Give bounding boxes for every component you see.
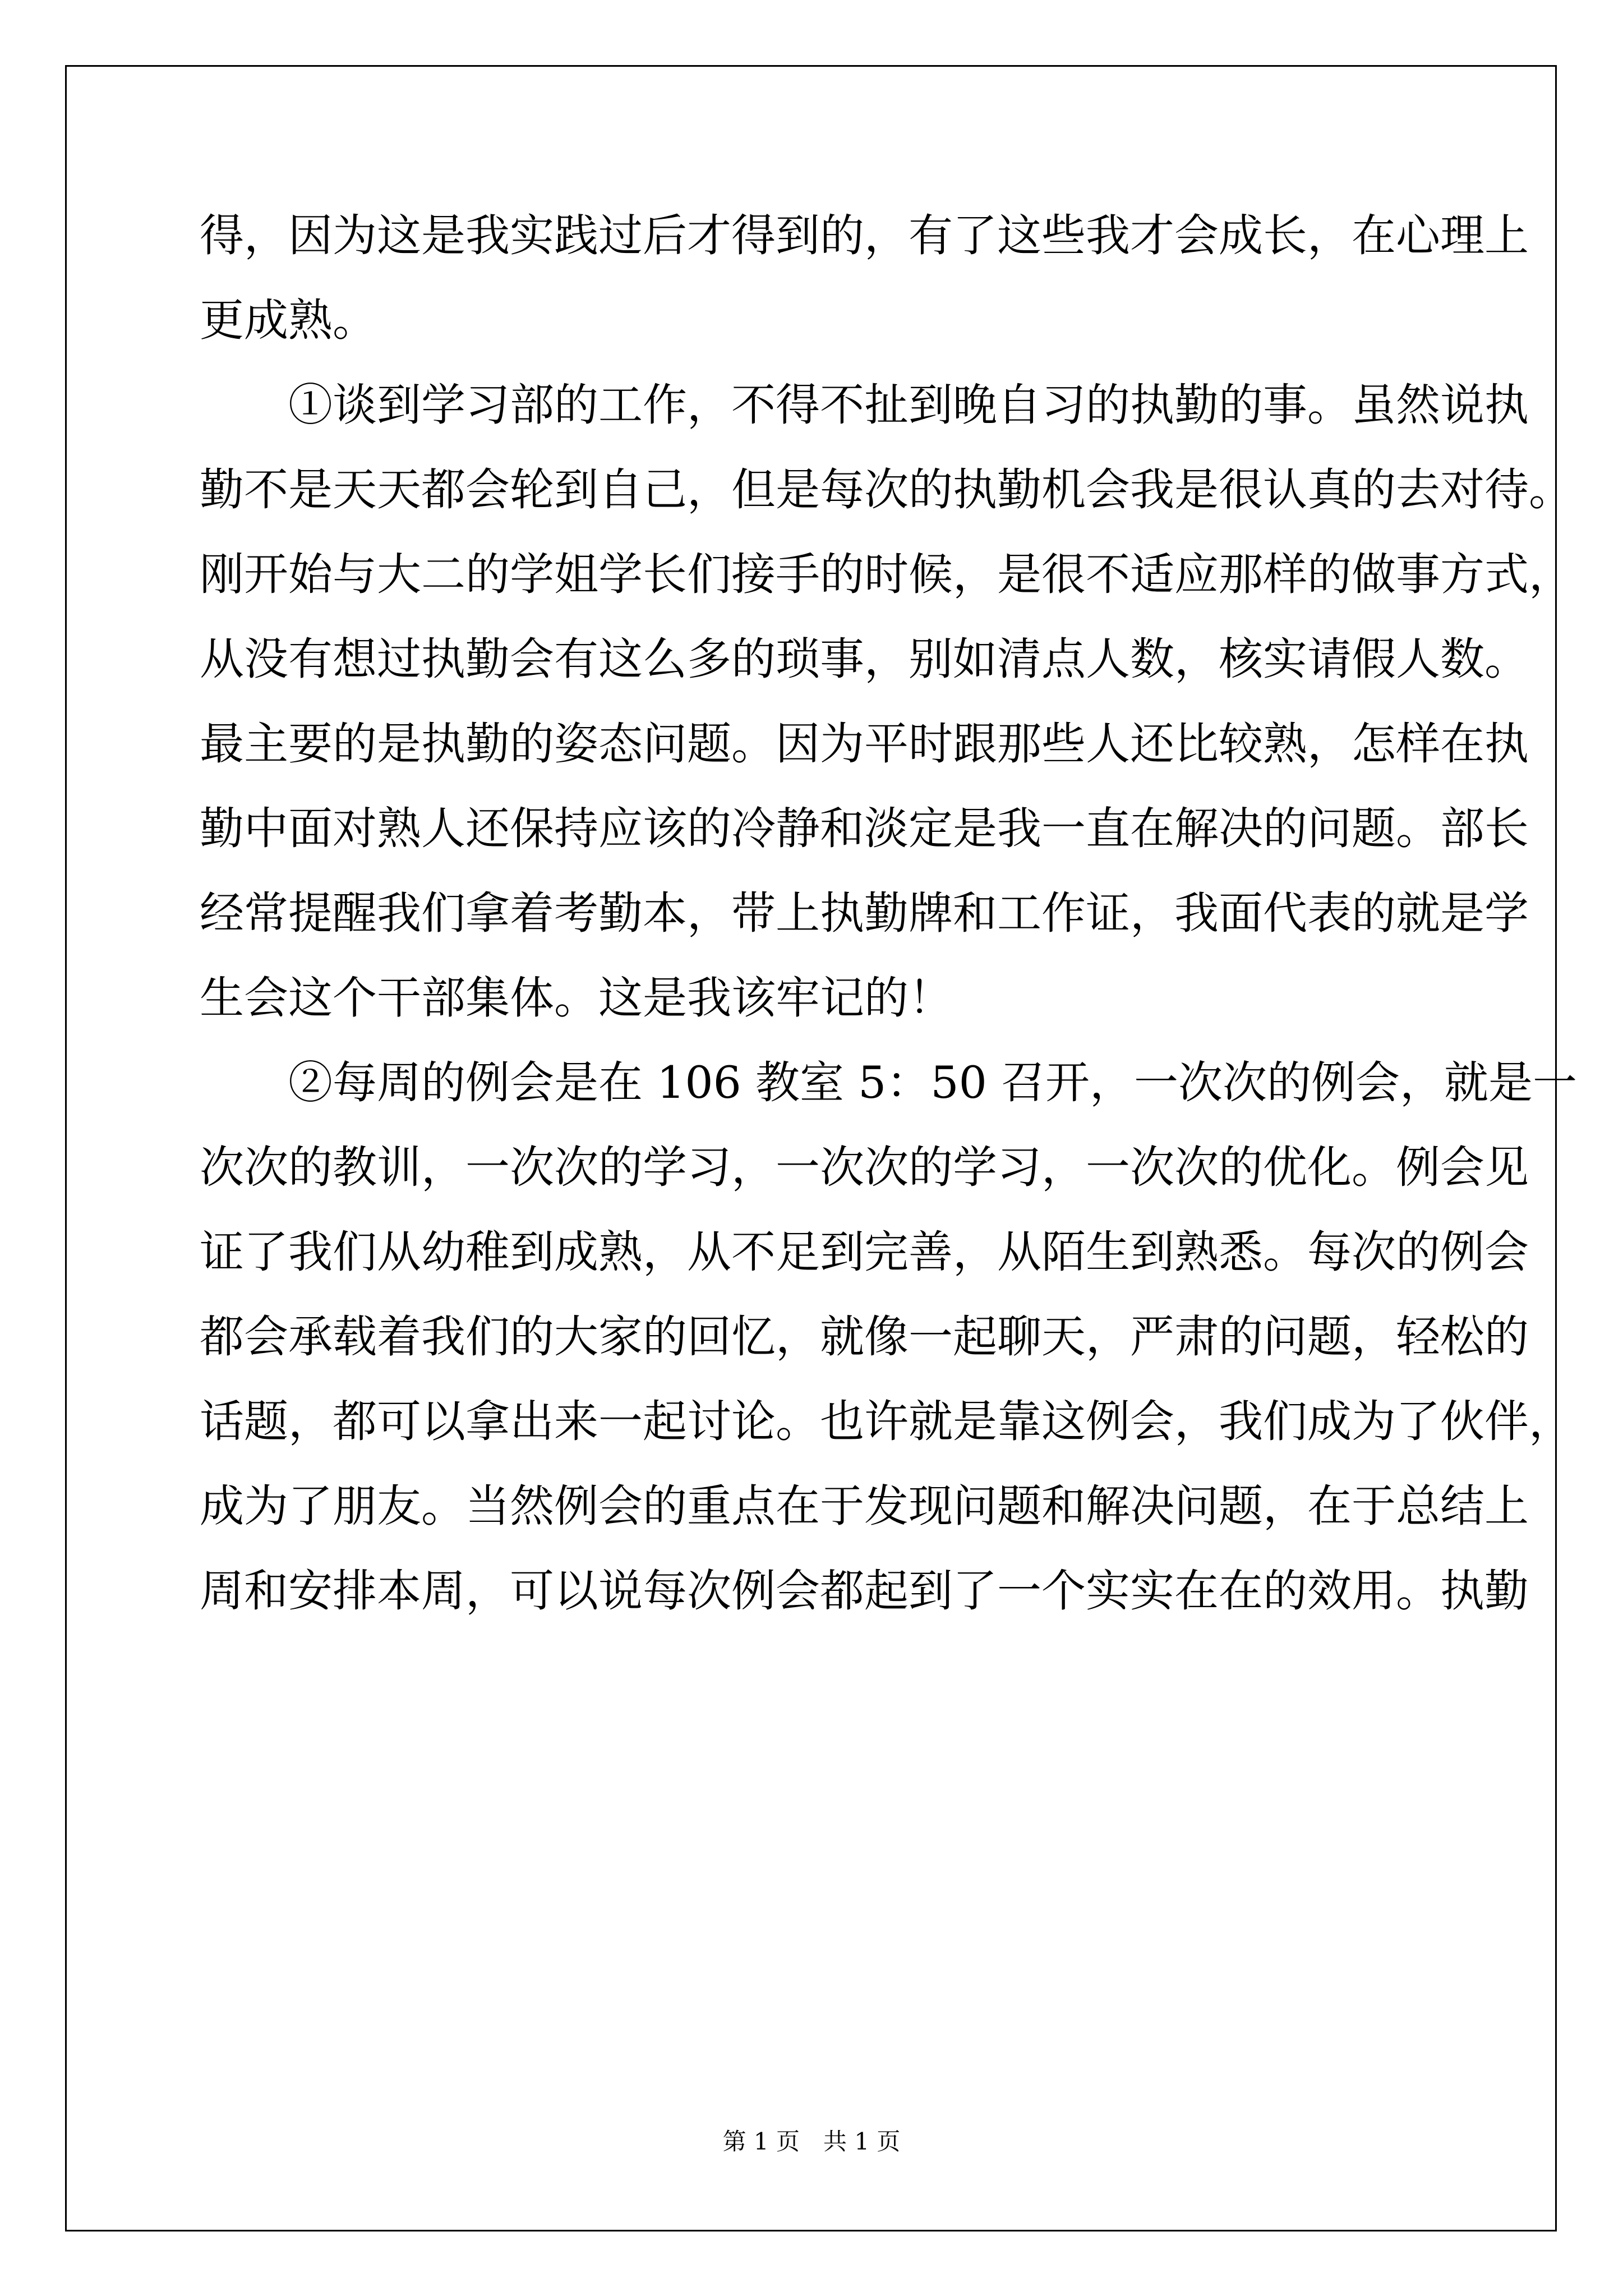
text-line: 勤不是天天都会轮到自己，但是每次的执勤机会我是很认真的去对待。 [200,464,1573,516]
text-line: 生会这个干部集体。这是我该牢记的！ [200,972,953,1024]
page-footer: 第 1 页 共 1 页 [722,2128,901,2155]
text-line: 勤中面对熟人还保持应该的冷静和淡定是我一直在解决的问题。部长 [200,803,1529,854]
text-line: 得，因为这是我实践过后才得到的，有了这些我才会成长，在心理上 [200,210,1529,261]
text-line: 经常提醒我们拿着考勤本，带上执勤牌和工作证，我面代表的就是学 [200,887,1529,939]
text-line: 刚开始与大二的学姐学长们接手的时候，是很不适应那样的做事方式， [200,549,1573,600]
text-line: 次次的教训，一次次的学习，一次次的学习，一次次的优化。例会见 [200,1142,1529,1193]
text-line: 更成熟。 [200,295,377,346]
text-line: 从没有想过执勤会有这么多的琐事，别如清点人数，核实请假人数。 [200,633,1529,685]
text-line: ①谈到学习部的工作，不得不扯到晚自习的执勤的事。虽然说执 [200,379,1529,431]
text-line: 成为了朋友。当然例会的重点在于发现问题和解决问题，在于总结上 [200,1480,1529,1532]
text-line: 话题，都可以拿出来一起讨论。也许就是靠这例会，我们成为了伙伴， [200,1396,1573,1447]
text-line: ②每周的例会是在 106 教室 5：50 召开，一次次的例会，就是一 [200,1057,1578,1108]
text-line: 周和安排本周，可以说每次例会都起到了一个实实在在的效用。执勤 [200,1565,1529,1617]
text-line: 证了我们从幼稚到成熟，从不足到完善，从陌生到熟悉。每次的例会 [200,1226,1529,1278]
text-line: 最主要的是执勤的姿态问题。因为平时跟那些人还比较熟，怎样在执 [200,718,1529,770]
text-line: 都会承载着我们的大家的回忆，就像一起聊天，严肃的问题，轻松的 [200,1311,1529,1363]
